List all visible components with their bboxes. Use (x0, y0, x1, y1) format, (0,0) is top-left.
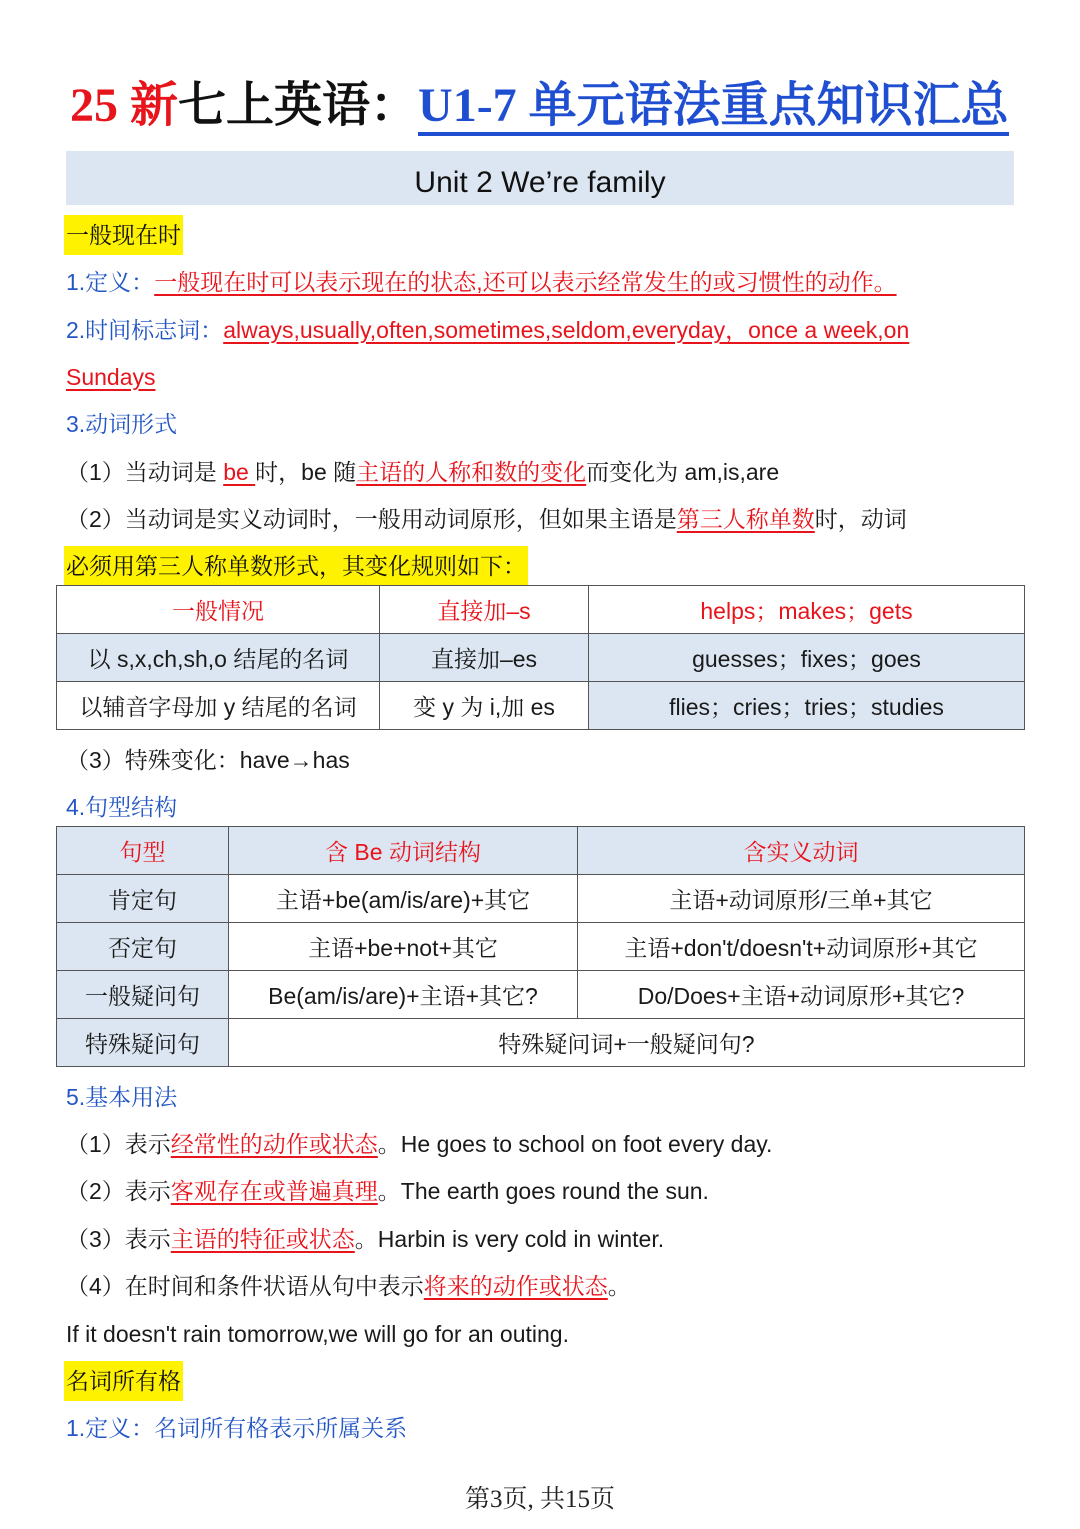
table-cell: 特殊疑问词+一般疑问句? (229, 1019, 1025, 1067)
section-heading-present-tense: 一般现在时 (64, 215, 183, 255)
usage-3-part: 。Harbin is very cold in winter. (354, 1226, 665, 1252)
table-row (57, 923, 1025, 971)
table-cell: 特殊疑问句 (57, 1019, 229, 1067)
title-topic: U1-7 单元语法重点知识汇总 (418, 79, 1009, 136)
table-row (57, 634, 1025, 682)
page-footer: 第3页, 共15页 (464, 1486, 615, 1513)
table-cell: guesses；fixes；goes (589, 634, 1025, 682)
table-cell: flies；cries；tries；studies (589, 682, 1025, 730)
table-row (57, 971, 1025, 1019)
usage-2-emphasis: 客观存在或普遍真理 (170, 1178, 378, 1204)
page-title (70, 74, 1020, 138)
table-row (57, 586, 1025, 634)
possessive-definition: 1.定义：名词所有格表示所属关系 (66, 1415, 408, 1441)
usage-2-part: 。The earth goes round the sun. (377, 1178, 709, 1204)
rule-1-part: （1）当动词是 (66, 459, 224, 485)
signal-words-cont: Sundays (66, 364, 156, 390)
usage-3-emphasis: 主语的特征或状态 (170, 1226, 355, 1252)
table-row (57, 682, 1025, 730)
rule-2 (66, 499, 907, 539)
rule-2-part: （2）当动词是实义动词时，一般用动词原形，但如果主语是 (66, 506, 677, 532)
verb-form-heading: 3.动词形式 (66, 411, 178, 437)
usage-1 (66, 1124, 772, 1164)
rule-2-emphasis: 第三人称单数 (676, 506, 815, 532)
table-cell: Be(am/is/are)+主语+其它? (229, 971, 578, 1019)
definition-label: 1.定义： (66, 269, 155, 295)
table-cell: 直接加–s (380, 586, 589, 634)
table-row (57, 1019, 1025, 1067)
rule-2-highlight: 必须用第三人称单数形式，其变化规则如下： (64, 546, 528, 586)
signal-words: always,usually,often,sometimes,seldom,everyday，once a week,on (223, 317, 910, 343)
table-header-cell: 含实义动词 (578, 827, 1025, 875)
table-cell: 主语+动词原形/三单+其它 (578, 875, 1025, 923)
table-cell: 否定句 (57, 923, 229, 971)
table-header-cell: 句型 (57, 827, 229, 875)
definition-line (66, 262, 897, 302)
table-cell: 以辅音字母加 y 结尾的名词 (57, 682, 380, 730)
table-cell: 一般情况 (57, 586, 380, 634)
table-cell: 主语+don't/doesn't+动词原形+其它 (578, 923, 1025, 971)
table-header-row (57, 827, 1025, 875)
table-cell: helps；makes；gets (589, 586, 1025, 634)
signal-words-label: 2.时间标志词： (66, 317, 224, 343)
rule-1 (66, 452, 779, 492)
rule-1-emphasis: 主语的人称和数的变化 (356, 459, 587, 485)
usage-3-part: （3）表示 (66, 1226, 171, 1252)
table-header-cell: 含 Be 动词结构 (229, 827, 578, 875)
table-row (57, 875, 1025, 923)
rule-2-part: 时，动词 (814, 506, 907, 532)
structure-heading: 4.句型结构 (66, 794, 178, 820)
rule-1-be: be (223, 459, 256, 485)
definition-text: 一般现在时可以表示现在的状态,还可以表示经常发生的或习惯性的动作。 (154, 269, 897, 295)
usage-4-example: If it doesn't rain tomorrow,we will go for an outing. (66, 1321, 569, 1347)
usage-4 (66, 1266, 631, 1306)
rule-1-part: 而变化为 am,is,are (586, 459, 780, 485)
table-cell: Do/Does+主语+动词原形+其它? (578, 971, 1025, 1019)
rule-1-part: 时，be 随 (255, 459, 357, 485)
unit-heading: Unit 2 We’re family (66, 151, 1014, 205)
table-cell: 主语+be+not+其它 (229, 923, 578, 971)
table-cell: 以 s,x,ch,sh,o 结尾的名词 (57, 634, 380, 682)
usage-4-part: 。 (607, 1273, 631, 1299)
usage-2-part: （2）表示 (66, 1178, 171, 1204)
signal-words-line (66, 310, 909, 350)
title-grade: 七上英语： (178, 79, 419, 132)
usage-2 (66, 1171, 709, 1211)
rule-3: （3）特殊变化：have→has (66, 747, 350, 773)
usage-1-part: （1）表示 (66, 1131, 171, 1157)
usage-3 (66, 1219, 664, 1259)
usage-heading: 5.基本用法 (66, 1084, 178, 1110)
signal-words-line-2 (66, 357, 156, 397)
usage-4-part: （4）在时间和条件状语从句中表示 (66, 1273, 424, 1299)
table-cell: 一般疑问句 (57, 971, 229, 1019)
usage-1-emphasis: 经常性的动作或状态 (170, 1131, 378, 1157)
table-cell: 直接加–es (380, 634, 589, 682)
table-cell: 主语+be(am/is/are)+其它 (229, 875, 578, 923)
third-person-rules-table (56, 585, 1025, 730)
usage-4-emphasis: 将来的动作或状态 (423, 1273, 608, 1299)
section-heading-possessive: 名词所有格 (64, 1361, 183, 1401)
table-cell: 变 y 为 i,加 es (380, 682, 589, 730)
sentence-structure-table (56, 826, 1025, 1067)
title-year: 25 新 (70, 79, 179, 132)
usage-1-part: 。He goes to school on foot every day. (377, 1131, 773, 1157)
table-cell: 肯定句 (57, 875, 229, 923)
